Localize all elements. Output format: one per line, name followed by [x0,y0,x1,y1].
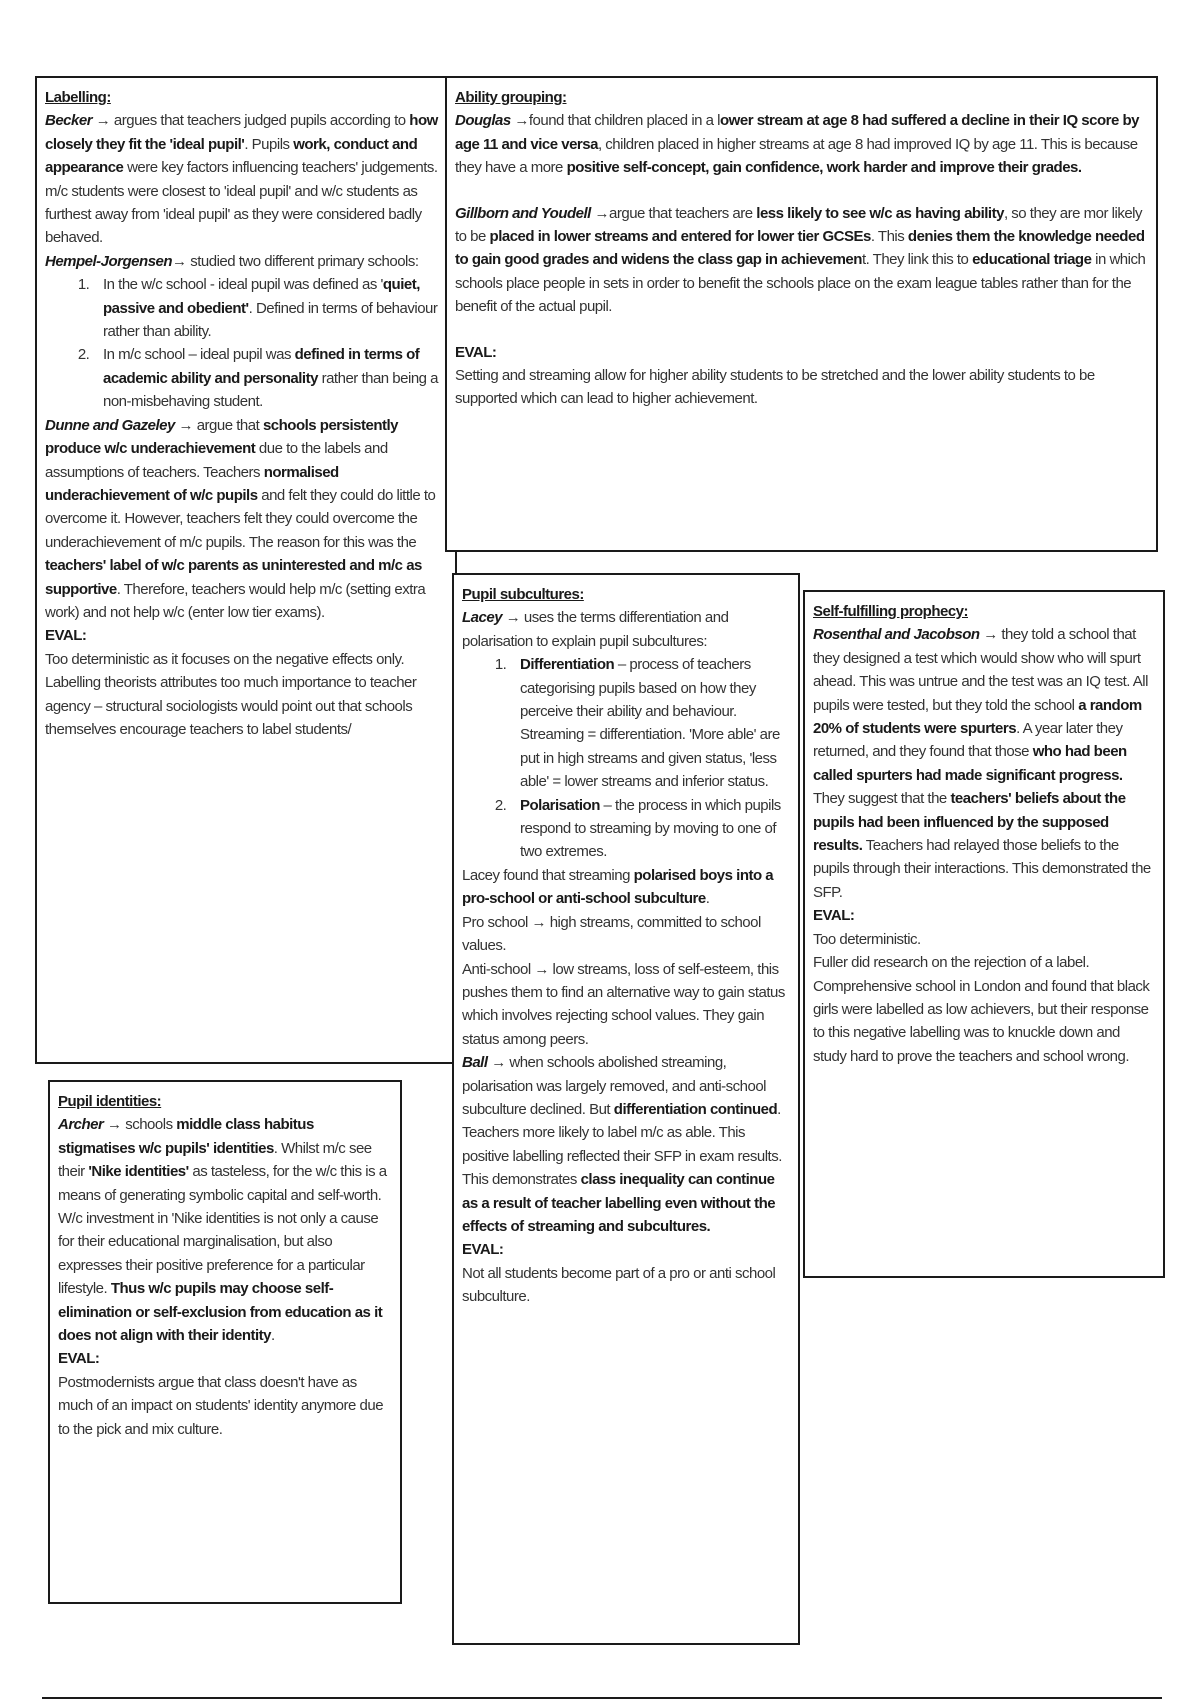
bold-text: work, conduct and appearance [45,135,418,177]
text: – the process in which pupils respond to streaming by moving to one of two extremes. [520,796,781,861]
text: Teachers had relayed those beliefs to the pupils through their interactions. This demonstrated the SFP. [813,837,1151,901]
arrow-icon: → [505,609,521,627]
bold-text: normalised underachievement of w/c pupils [45,463,339,504]
arrow-icon: → [95,112,111,130]
text: argue that [196,416,260,434]
arrow-icon: → [514,112,529,130]
text: . Therefore, teachers would help m/c (setting extra work) and not help w/c (enter low tier exams). [45,580,426,621]
bold-text: denies them the knowledge needed to gain good grades and widens the class gap in achievemen [455,228,1145,269]
text: when schools abolished streaming, polarisation was largely removed, and anti-school subculture declined. But [462,1054,767,1118]
ball-name: Ball [462,1054,488,1072]
arrow-icon: → [491,1054,506,1072]
eval-label: EVAL: [45,627,87,645]
eval-text: Too deterministic as it focuses on the negative effects only. Labelling theorists attributes too much importance to teacher agency – structural sociologists would point out that schools themselves encourage teachers to label students/ [45,650,417,738]
text: rather than being a non-misbehaving student. [103,369,439,411]
text: , so they are mor likely to be [455,204,1142,246]
text: argue that teachers are [609,204,753,222]
bold-text: how closely they fit the 'ideal pupil' [45,112,438,153]
bold-text: teachers' label of w/c parents as uninterested and m/c as supportive [45,557,422,598]
bold-text: positive self-concept, gain confidence, work harder and improve their grades. [566,159,1082,177]
text: were key factors influencing teachers' judgements. m/c students were closest to 'ideal pupil' and w/c students as furthest away from 'ideal pupil' as they were considered badly behaved. [45,159,438,247]
text: – process of teachers categorising pupils based on how they perceive their ability and behaviour. Streaming = differentiation. 'More able' are put in high streams and given status, 'less able' = lower streams and inferior status. [520,656,780,791]
bold-text: defined in terms of academic ability and personality [103,346,420,387]
bold-text: a random 20% of students were spurters [813,696,1142,738]
rj-paragraph-2 [813,787,1155,904]
pupil-subcultures-box [452,573,800,1645]
text: as tasteless, for the w/c this is a means of generating symbolic capital and self-worth. W/c investment in 'Nike identities is not only a cause for their educational marginalisation, but also expresses their positive preference for a particular lifestyle. [58,1163,387,1298]
eval-label: EVAL: [813,907,855,925]
bold-text: schools persistently produce w/c underachievement [45,416,399,458]
text: They suggest that the [813,790,947,808]
text: in which schools place people in sets in order to benefit the schools place on the exam league tables rather than for the benefit of the actual pupil. [455,251,1146,316]
identities-title: Pupil identities: [58,1093,162,1110]
rj-name: Rosenthal and Jacobson [813,626,980,644]
eval-text-2: Fuller did research on the rejection of a label. Comprehensive school in London and found that black girls were labelled as low achievers, but their response to this negative labelling was to knuckle down and study hard to prove the teachers and school wrong. [813,954,1150,1065]
eval-text: Setting and streaming allow for higher ability students to be stretched and the lower ability students to be supported which can lead to higher achievement. [455,367,1095,408]
dunne-paragraph [45,414,447,625]
ability-grouping-box [445,76,1158,552]
bold-text: class inequality can continue as a result of teacher labelling even without the effects of streaming and subcultures. [462,1171,776,1235]
text: and felt they could do little to overcome it. However, teachers felt they could overcome the underachievement of m/c pupils. The reason for this was the [45,486,436,551]
text: t. They link this to [861,251,969,269]
gillborn-paragraph [455,202,1148,319]
text: uses the terms differentiation and polarisation to explain pupil subcultures: [462,609,729,650]
bold-text: teachers' beliefs about the pupils had been influenced by the supposed results. [813,790,1126,855]
text: . Pupils [244,135,290,153]
lacey-finding [462,864,790,911]
bold-text: differentiation continued [613,1100,778,1118]
bold-text: quiet, passive and obedient' [103,276,420,317]
hempel-paragraph [45,250,447,273]
archer-name: Archer [58,1116,104,1134]
anti-school-text: Anti-school → low streams, loss of self-esteem, this pushes them to find an alternative way to gain status which involves rejecting school values. They gain status among peers. [462,960,785,1048]
lacey-list [462,653,790,864]
arrow-icon: → [172,252,187,270]
bold-text: polarised boys into a pro-school or anti-school subculture [462,866,774,908]
bold-text: middle class habitus stigmatises w/c pupils' identities [58,1116,314,1157]
bold-text: Differentiation [520,656,615,674]
ball-paragraph [462,1051,790,1238]
text: In m/c school – ideal pupil was [103,346,291,364]
archer-paragraph [58,1113,392,1347]
sfp-box [803,590,1165,1278]
hempel-list [45,273,447,413]
pupil-identities-box [48,1080,402,1604]
eval-text-1: Too deterministic. [813,930,921,948]
text: studied two different primary schools: [190,252,419,270]
bold-text: placed in lower streams and entered for lower tier GCSEs [489,228,871,246]
text: due to the labels and assumptions of teachers. Teachers [45,440,388,481]
lacey-name: Lacey [462,609,503,627]
bold-text: Thus w/c pupils may choose self-elimination or self-exclusion from education as it does not align with their identity [58,1280,383,1345]
eval-text: Postmodernists argue that class doesn't have as much of an impact on students' identity anymore due to the pick and mix culture. [58,1373,384,1438]
arrow-icon: → [107,1116,122,1134]
bold-text: ower stream at age 8 had suffered a decline in their IQ score by age 11 and vice versa [455,112,1140,153]
list-item [510,653,790,793]
text: schools [125,1116,173,1134]
hempel-name: Hempel-Jorgensen [45,252,173,270]
text: , children placed in higher streams at age 8 had improved IQ by age 11. This is because they have a more [455,135,1138,177]
dunne-name: Dunne and Gazeley [45,416,175,434]
list-item [93,343,447,413]
text: argues that teachers judged pupils according to [113,112,406,130]
eval-label: EVAL: [58,1350,100,1368]
becker-paragraph [45,109,447,249]
bold-text: 'Nike identities' [88,1163,189,1181]
subcultures-title: Pupil subcultures: [462,586,584,603]
text: . This [870,228,905,246]
list-item [510,794,790,864]
bold-text: Polarisation [520,796,600,814]
text: Lacey found that streaming [462,866,630,884]
pro-school-text: Pro school → high streams, committed to school values. [462,913,761,955]
labelling-box [35,76,457,1064]
text: . Defined in terms of behaviour rather than ability. [103,299,438,341]
bold-text: educational triage [972,251,1092,269]
labelling-title: Labelling: [45,89,111,106]
text: . Whilst m/c see their [58,1139,372,1181]
gillborn-name: Gillborn and Youdell [455,204,591,222]
arrow-icon: → [983,626,998,644]
text: . [705,890,710,908]
text: they told a school that they designed a test which would show who will spurt ahead. This was untrue and the test was an IQ test. All pupils were tested, but they told the school [813,626,1148,714]
eval-label: EVAL: [455,343,497,361]
douglas-name: Douglas [455,112,511,130]
sfp-title: Self-fulfilling prophecy: [813,603,968,620]
rj-paragraph [813,623,1155,787]
bottom-divider [42,1697,1162,1699]
text: . [271,1327,275,1345]
list-item [93,273,447,343]
eval-text: Not all students become part of a pro or anti school subculture. [462,1264,776,1306]
text: found that children placed in a l [528,112,721,130]
text: . A year later they returned, and they found that those [813,720,1123,761]
douglas-paragraph [455,109,1148,179]
text: In the w/c school - ideal pupil was defined as ' [103,276,383,294]
text: . Teachers more likely to label m/c as able. This positive labelling reflected their SFP in exam results. This demonstrates [462,1100,782,1189]
lacey-paragraph [462,606,790,653]
becker-name: Becker [45,112,93,130]
bold-text: who had been called spurters had made significant progress. [813,743,1127,784]
arrow-icon: → [178,416,194,434]
eval-label: EVAL: [462,1241,504,1259]
ability-title: Ability grouping: [455,89,567,106]
arrow-icon: → [594,204,610,222]
bold-text: less likely to see w/c as having ability [756,204,1004,222]
